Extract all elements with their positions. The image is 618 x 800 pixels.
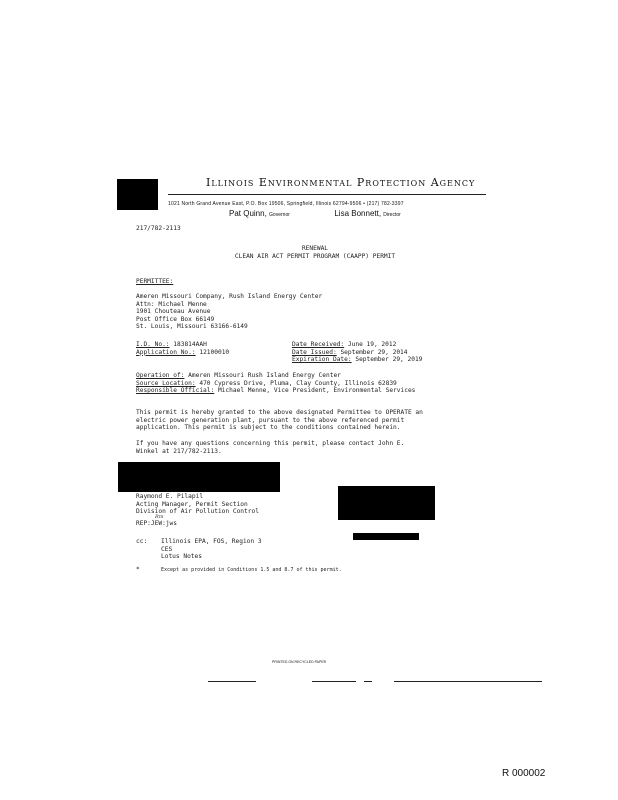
letterhead-rule	[168, 194, 486, 195]
application-label: Application No.:	[136, 348, 196, 356]
permittee-line: Ameren Missouri Company, Rush Island Energy Center	[136, 293, 323, 300]
footnote-text: Except as provided in Conditions 1.5 and 8.7 of this permit.	[161, 567, 342, 573]
operation-label: Operation of:	[136, 372, 185, 379]
issued-label: Date Issued:	[292, 348, 337, 356]
paragraph-line: electric power generation plant, pursuant to the above referenced permit	[136, 416, 405, 424]
paragraph-line: If you have any questions concerning this permit, please contact John E.	[136, 440, 405, 447]
expiration-value: September 29, 2019	[355, 356, 423, 364]
grant-paragraph	[136, 409, 423, 432]
application-value: 12100010	[199, 348, 230, 356]
operation-block	[136, 372, 415, 395]
director-title: Director	[383, 212, 401, 218]
id-label: I.D. No.:	[136, 341, 170, 348]
cc-list	[161, 538, 262, 561]
heading-renewal: RENEWAL	[301, 245, 329, 252]
permit-ids	[136, 341, 229, 356]
permittee-line: Attn: Michael Menne	[136, 300, 207, 308]
bates-number: R 000002	[502, 768, 546, 779]
signature-block	[136, 493, 259, 516]
governor-name: Pat Quinn,	[229, 209, 267, 218]
responsible-label: Responsible Official:	[136, 387, 215, 395]
footer-rule	[208, 681, 256, 682]
footer-rule	[364, 681, 372, 682]
agency-officers	[229, 209, 401, 218]
permittee-label: PERMITTEE:	[136, 278, 174, 285]
permittee-line: Post Office Box 66149	[136, 315, 215, 323]
redacted-signature	[118, 462, 280, 492]
cc-item: Lotus Notes	[161, 553, 202, 561]
redacted-logo	[117, 179, 158, 210]
cc-label: cc:	[136, 538, 148, 545]
paragraph-line: Winkel at 217/782-2113.	[136, 447, 222, 455]
governor-title: Governor	[269, 212, 290, 218]
operation-value: Ameren Missouri Rush Island Energy Center	[188, 372, 341, 379]
permittee-line: St. Louis, Missouri 63166-6149	[136, 323, 248, 331]
heading-title: CLEAN AIR ACT PERMIT PROGRAM (CAAPP) PERMIT	[234, 252, 396, 260]
signatory-title: Acting Manager, Permit Section	[136, 500, 248, 508]
permittee-block	[136, 293, 322, 331]
agency-name: Illinois Environmental Protection Agency	[206, 176, 476, 189]
permit-heading	[150, 245, 480, 260]
responsible-value: Michael Menne, Vice President, Environmental Services	[217, 387, 416, 395]
permit-dates	[292, 341, 422, 364]
redacted-stamp	[338, 486, 435, 520]
received-label: Date Received:	[292, 341, 345, 348]
location-label: Source Location:	[136, 379, 196, 387]
contact-paragraph	[136, 440, 404, 455]
handwritten-initials: Rm	[155, 514, 164, 520]
director-name: Lisa Bonnett,	[334, 209, 382, 218]
expiration-label: Expiration Date:	[292, 356, 352, 364]
footer-rule	[394, 681, 542, 682]
signatory-name: Raymond E. Pilapil	[136, 493, 204, 500]
recycled-note: PRINTED ON RECYCLED PAPER	[272, 660, 327, 664]
permittee-line: 1901 Chouteau Avenue	[136, 308, 211, 316]
reference-initials: REP:JEW:jws	[136, 520, 177, 527]
signatory-division: Division of Air Pollution Control	[136, 508, 259, 516]
paragraph-line: This permit is hereby granted to the above designated Permittee to OPERATE an	[136, 409, 423, 416]
agency-address: 1021 North Grand Avenue East, P.O. Box 19506, Springfield, Illinois 62794-9506 • (217) 782-3397	[168, 201, 404, 207]
cc-item: CES	[161, 545, 173, 553]
redacted-line	[353, 533, 419, 540]
footer-rule	[312, 681, 356, 682]
paragraph-line: application. This permit is subject to the conditions contained herein.	[136, 424, 401, 432]
id-value: 183814AAH	[173, 341, 207, 348]
footnote-mark: *	[136, 566, 140, 573]
location-value: 470 Cypress Drive, Pluma, Clay County, Illinois 62839	[199, 379, 397, 387]
cc-item: Illinois EPA, FOS, Region 3	[161, 538, 262, 545]
phone-reference: 217/782-2113	[136, 225, 181, 232]
received-value: June 19, 2012	[347, 341, 397, 348]
issued-value: September 29, 2014	[340, 348, 408, 356]
